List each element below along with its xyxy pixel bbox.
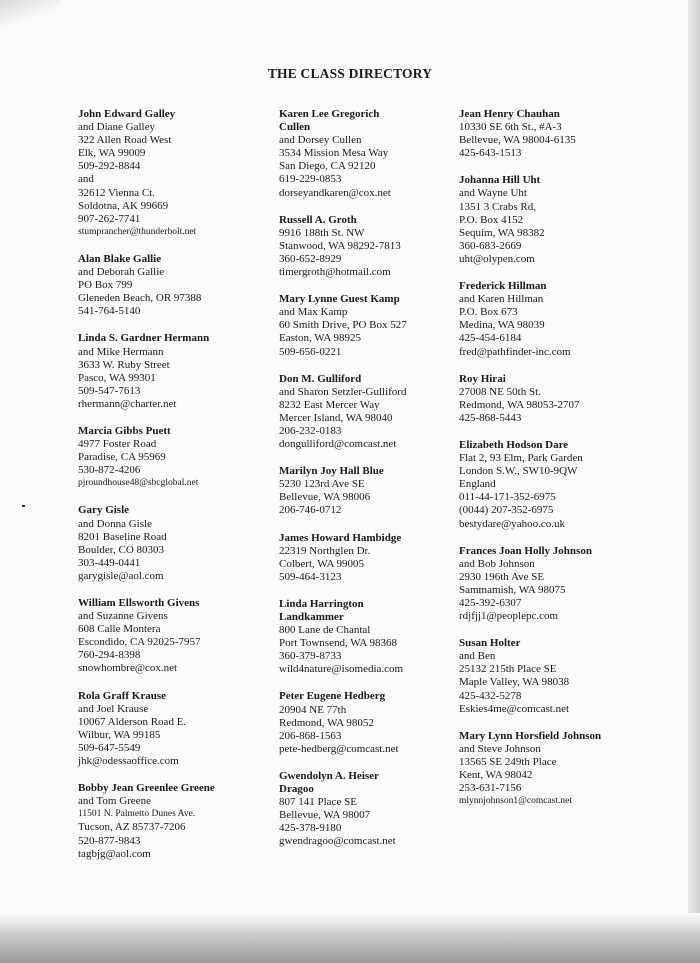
entry-line: Maple Valley, WA 98038 — [459, 676, 570, 689]
entry-line: 206-868-1563 — [279, 729, 342, 742]
entry-line: and Steve Johnson — [459, 742, 541, 755]
entry-line: 541-764-5140 — [78, 305, 141, 318]
entry-line: Colbert, WA 99005 — [279, 557, 365, 570]
entry-line: 425-392-6307 — [459, 597, 522, 609]
directory-entry — [279, 108, 469, 200]
entry-line: P.O. Box 4152 — [459, 213, 524, 226]
entry-line: England — [459, 478, 496, 491]
entry-line: Bellevue, WA 98007 — [279, 809, 371, 822]
page-corner-shadow — [0, 0, 60, 30]
entry-line: and Diane Galley — [78, 121, 155, 134]
entry-line: 32612 Vienna Ct. — [78, 186, 156, 199]
entry-line: Port Townsend, WA 98368 — [279, 637, 397, 650]
entry-line: Bellevue, WA 98004-6135 — [459, 134, 576, 147]
entry-line: (0044) 207-352-6975 — [459, 504, 554, 517]
entry-line: and Sharon Setzler-Gulliford — [279, 385, 407, 398]
entry-line: 10330 SE 6th St., #A-3 — [459, 121, 562, 134]
entry-name: John Edward Galley — [78, 108, 176, 120]
directory-entry — [78, 782, 268, 861]
entry-name: Cullen — [279, 121, 311, 134]
directory-entry — [78, 332, 268, 411]
directory-entry — [459, 174, 649, 266]
entry-name: Bobby Jean Greenlee Greene — [78, 782, 215, 795]
entry-line: and Donna Gisle — [78, 517, 152, 530]
entry-line: 25132 215th Place SE — [459, 663, 557, 676]
directory-column-2 — [279, 108, 469, 863]
entry-email: pete-hedberg@comcast.net — [279, 742, 399, 755]
directory-entry — [279, 690, 469, 755]
entry-name: Peter Eugene Hedberg — [279, 690, 386, 703]
entry-email: gwendragoo@comcast.net — [279, 835, 396, 848]
entry-line: San Diego, CA 92120 — [279, 160, 376, 173]
entry-line: Medina, WA 98039 — [459, 319, 545, 332]
directory-entry — [279, 532, 469, 584]
entry-line: Soldotna, AK 99669 — [78, 199, 169, 212]
directory-entry — [279, 465, 469, 517]
entry-line: Paradise, CA 95969 — [78, 451, 166, 464]
entry-name: Karen Lee Gregorich — [279, 108, 380, 120]
entry-line: Stanwood, WA 98292-7813 — [279, 239, 401, 252]
entry-line: 608 Calle Montera — [78, 623, 161, 636]
entry-line: Bellevue, WA 98006 — [279, 491, 371, 504]
entry-line: and Bob Johnson — [459, 557, 535, 570]
entry-line: and Joel Krause — [78, 702, 149, 715]
entry-name: Linda S. Gardner Hermann — [78, 332, 210, 345]
directory-entry — [459, 108, 649, 160]
entry-name: James Howard Hambidge — [279, 531, 402, 544]
entry-line: Easton, WA 98925 — [279, 332, 361, 345]
entry-line: and Tom Greene — [78, 795, 151, 808]
directory-column-1 — [78, 108, 268, 875]
entry-name: Dragoo — [279, 783, 314, 796]
page-edge — [688, 0, 700, 963]
entry-line: 425-432-5278 — [459, 689, 522, 702]
stray-mark — [22, 505, 25, 507]
directory-entry — [78, 597, 268, 676]
entry-email: Eskies4me@comcast.net — [459, 702, 570, 715]
entry-line: and Deborah Gallie — [78, 266, 165, 279]
entry-name: Jean Henry Chauhan — [459, 108, 560, 120]
entry-email: dorseyandkaren@cox.net — [279, 186, 391, 199]
entry-line: Boulder, CO 80303 — [78, 543, 165, 556]
directory-entry — [279, 770, 469, 849]
entry-email: fred@pathfinder-inc.com — [459, 345, 571, 358]
entry-email: dongulliford@comcast.net — [279, 438, 397, 451]
entry-line: 360-379-8733 — [279, 650, 342, 663]
entry-line: Escondido, CA 92025-7957 — [78, 636, 201, 649]
entry-name: Mary Lynne Guest Kamp — [279, 293, 400, 306]
entry-line: 60 Smith Drive, PO Box 527 — [279, 319, 407, 332]
entry-line: Sequim, WA 98382 — [459, 226, 545, 239]
entry-line: 509-647-5549 — [78, 741, 141, 754]
entry-line: 760-294-8398 — [78, 649, 141, 662]
directory-column-3 — [459, 108, 649, 822]
entry-line: 3534 Mission Mesa Way — [279, 147, 389, 160]
entry-line: and Ben — [459, 650, 496, 663]
entry-line: 11501 N. Palmetto Dunes Ave. — [78, 809, 196, 820]
entry-name: Rola Graff Krause — [78, 689, 166, 702]
entry-line: and Mike Hermann — [78, 345, 164, 358]
entry-line: 206-746-0712 — [279, 504, 342, 517]
entry-line: 22319 Northglen Dr. — [279, 544, 371, 557]
entry-line: Kent, WA 98042 — [459, 769, 533, 782]
entry-line: 425-868-5443 — [459, 411, 522, 424]
entry-email: rhermann@charter.net — [78, 397, 177, 410]
entry-line: 509-464-3123 — [279, 570, 342, 583]
directory-entry — [459, 280, 649, 359]
entry-line: Sammamish, WA 98075 — [459, 583, 566, 596]
directory-entry — [279, 293, 469, 358]
entry-name: Roy Hirai — [459, 372, 506, 385]
entry-line: and Dorsey Cullen — [279, 134, 362, 147]
scan-bottom-shadow — [0, 913, 700, 963]
entry-name: Johanna Hill Uht — [459, 174, 541, 187]
entry-line: Mercer Island, WA 98040 — [279, 411, 393, 424]
entry-name: Marcia Gibbs Puett — [78, 424, 171, 437]
entry-line: 20904 NE 77th — [279, 703, 347, 716]
entry-line: 807 141 Place SE — [279, 796, 357, 809]
entry-email: jhk@odessaoffice.com — [78, 755, 179, 768]
entry-line: 5230 123rd Ave SE — [279, 478, 365, 491]
entry-line: 530-872-4206 — [78, 464, 141, 477]
entry-line: and — [78, 173, 94, 186]
entry-line: Wilbur, WA 99185 — [78, 728, 161, 741]
entry-email: pjroundhouse48@sbcglobal.net — [78, 478, 199, 489]
entry-line: PO Box 799 — [78, 279, 133, 292]
entry-line: 520-877-9843 — [78, 834, 141, 847]
entry-name: Marilyn Joy Hall Blue — [279, 465, 384, 478]
directory-entry — [279, 373, 469, 452]
entry-line: 2930 196th Ave SE — [459, 570, 545, 583]
page-title: THE CLASS DIRECTORY — [267, 66, 433, 81]
entry-name: Don M. Gulliford — [279, 372, 362, 385]
entry-line: and Suzanne Givens — [78, 610, 168, 623]
entry-line: Pasco, WA 99301 — [78, 371, 156, 384]
entry-line: Tucson, AZ 85737-7206 — [78, 821, 186, 834]
entry-line: 206-232-0183 — [279, 424, 342, 437]
directory-entry — [459, 730, 649, 809]
directory-entry — [78, 425, 268, 490]
entry-name: William Ellsworth Givens — [78, 597, 200, 609]
entry-name: Frederick Hillman — [459, 280, 547, 293]
entry-line: 322 Allen Road West — [78, 134, 172, 147]
entry-line: 425-378-9180 — [279, 822, 342, 835]
entry-email: tagbjg@aol.com — [78, 847, 151, 860]
entry-line: 360-652-8929 — [279, 252, 342, 265]
entry-line: P.O. Box 673 — [459, 306, 518, 319]
entry-name: Gary Gisle — [78, 504, 130, 517]
entry-email: wild4nature@isomedia.com — [279, 663, 404, 676]
entry-line: 13565 SE 249th Place — [459, 755, 557, 768]
entry-name: Russell A. Groth — [279, 213, 357, 226]
entry-name: Gwendolyn A. Heiser — [279, 769, 379, 782]
entry-line: Elk, WA 99009 — [78, 147, 146, 160]
entry-line: 425-454-6184 — [459, 332, 522, 345]
directory-entry — [279, 214, 469, 279]
entry-email: stumprancher@thunderbolt.net — [78, 226, 197, 237]
entry-line: 8201 Baseline Road — [78, 530, 167, 543]
directory-entry — [459, 439, 649, 531]
entry-email: garygisle@aol.com — [78, 569, 164, 582]
entry-line: 011-44-171-352-6975 — [459, 491, 556, 504]
entry-line: 8232 East Mercer Way — [279, 398, 380, 411]
directory-entry — [78, 108, 268, 239]
entry-name: Landkammer — [279, 611, 344, 623]
entry-name: Susan Holter — [459, 637, 521, 650]
entry-line: 3633 W. Ruby Street — [78, 358, 170, 371]
entry-line: and Wayne Uht — [459, 187, 527, 200]
directory-entry — [459, 373, 649, 425]
entry-line: 27008 NE 50th St. — [459, 385, 541, 398]
directory-entry — [459, 545, 649, 624]
entry-email: bestydare@yahoo.co.uk — [459, 517, 566, 530]
entry-line: 360-683-2669 — [459, 239, 522, 252]
entry-name: Elizabeth Hodson Dare — [459, 438, 569, 451]
directory-entry — [78, 253, 268, 318]
directory-entry — [459, 637, 649, 716]
entry-line: 509-656-0221 — [279, 345, 342, 358]
entry-line: Flat 2, 93 Elm, Park Garden — [459, 452, 583, 465]
entry-line: 907-262-7741 — [78, 212, 141, 225]
entry-line: 800 Lane de Chantal — [279, 624, 371, 637]
entry-line: London S.W., SW10-9QW — [459, 465, 578, 478]
directory-entry — [78, 690, 268, 769]
entry-line: 425-643-1513 — [459, 147, 522, 160]
directory-entry — [78, 504, 268, 583]
entry-name: Linda Harrington — [279, 597, 364, 610]
entry-line: and Max Kamp — [279, 306, 348, 319]
directory-entry — [279, 598, 469, 677]
entry-line: 9916 188th St. NW — [279, 226, 365, 239]
entry-email: rdjfjj1@peoplepc.com — [459, 610, 559, 623]
entry-email: timergroth@hotmail.com — [279, 266, 391, 279]
entry-line: 303-449-0441 — [78, 556, 141, 569]
entry-name: Mary Lynn Horsfield Johnson — [459, 729, 602, 742]
entry-line: Gleneden Beach, OR 97388 — [78, 292, 202, 305]
entry-line: 1351 3 Crabs Rd, — [459, 200, 536, 213]
entry-line: 253-631-7156 — [459, 782, 522, 795]
entry-line: 619-229-0853 — [279, 173, 342, 186]
entry-line: Redmond, WA 98053-2707 — [459, 398, 580, 411]
entry-line: 4977 Foster Road — [78, 438, 157, 451]
entry-line: Redmond, WA 98052 — [279, 716, 374, 729]
entry-line: 509-547-7613 — [78, 384, 141, 397]
entry-line: 509-292-8844 — [78, 160, 141, 173]
entry-line: 10067 Alderson Road E. — [78, 715, 187, 728]
entry-name: Alan Blake Gallie — [78, 252, 162, 265]
entry-email: uht@olypen.com — [459, 252, 535, 265]
entry-line: and Karen Hillman — [459, 293, 544, 306]
entry-email: snowhombre@cox.net — [78, 662, 178, 675]
entry-email: mlynnjohnson1@comcast.net — [459, 796, 572, 807]
entry-name: Frances Joan Holly Johnson — [459, 544, 592, 557]
